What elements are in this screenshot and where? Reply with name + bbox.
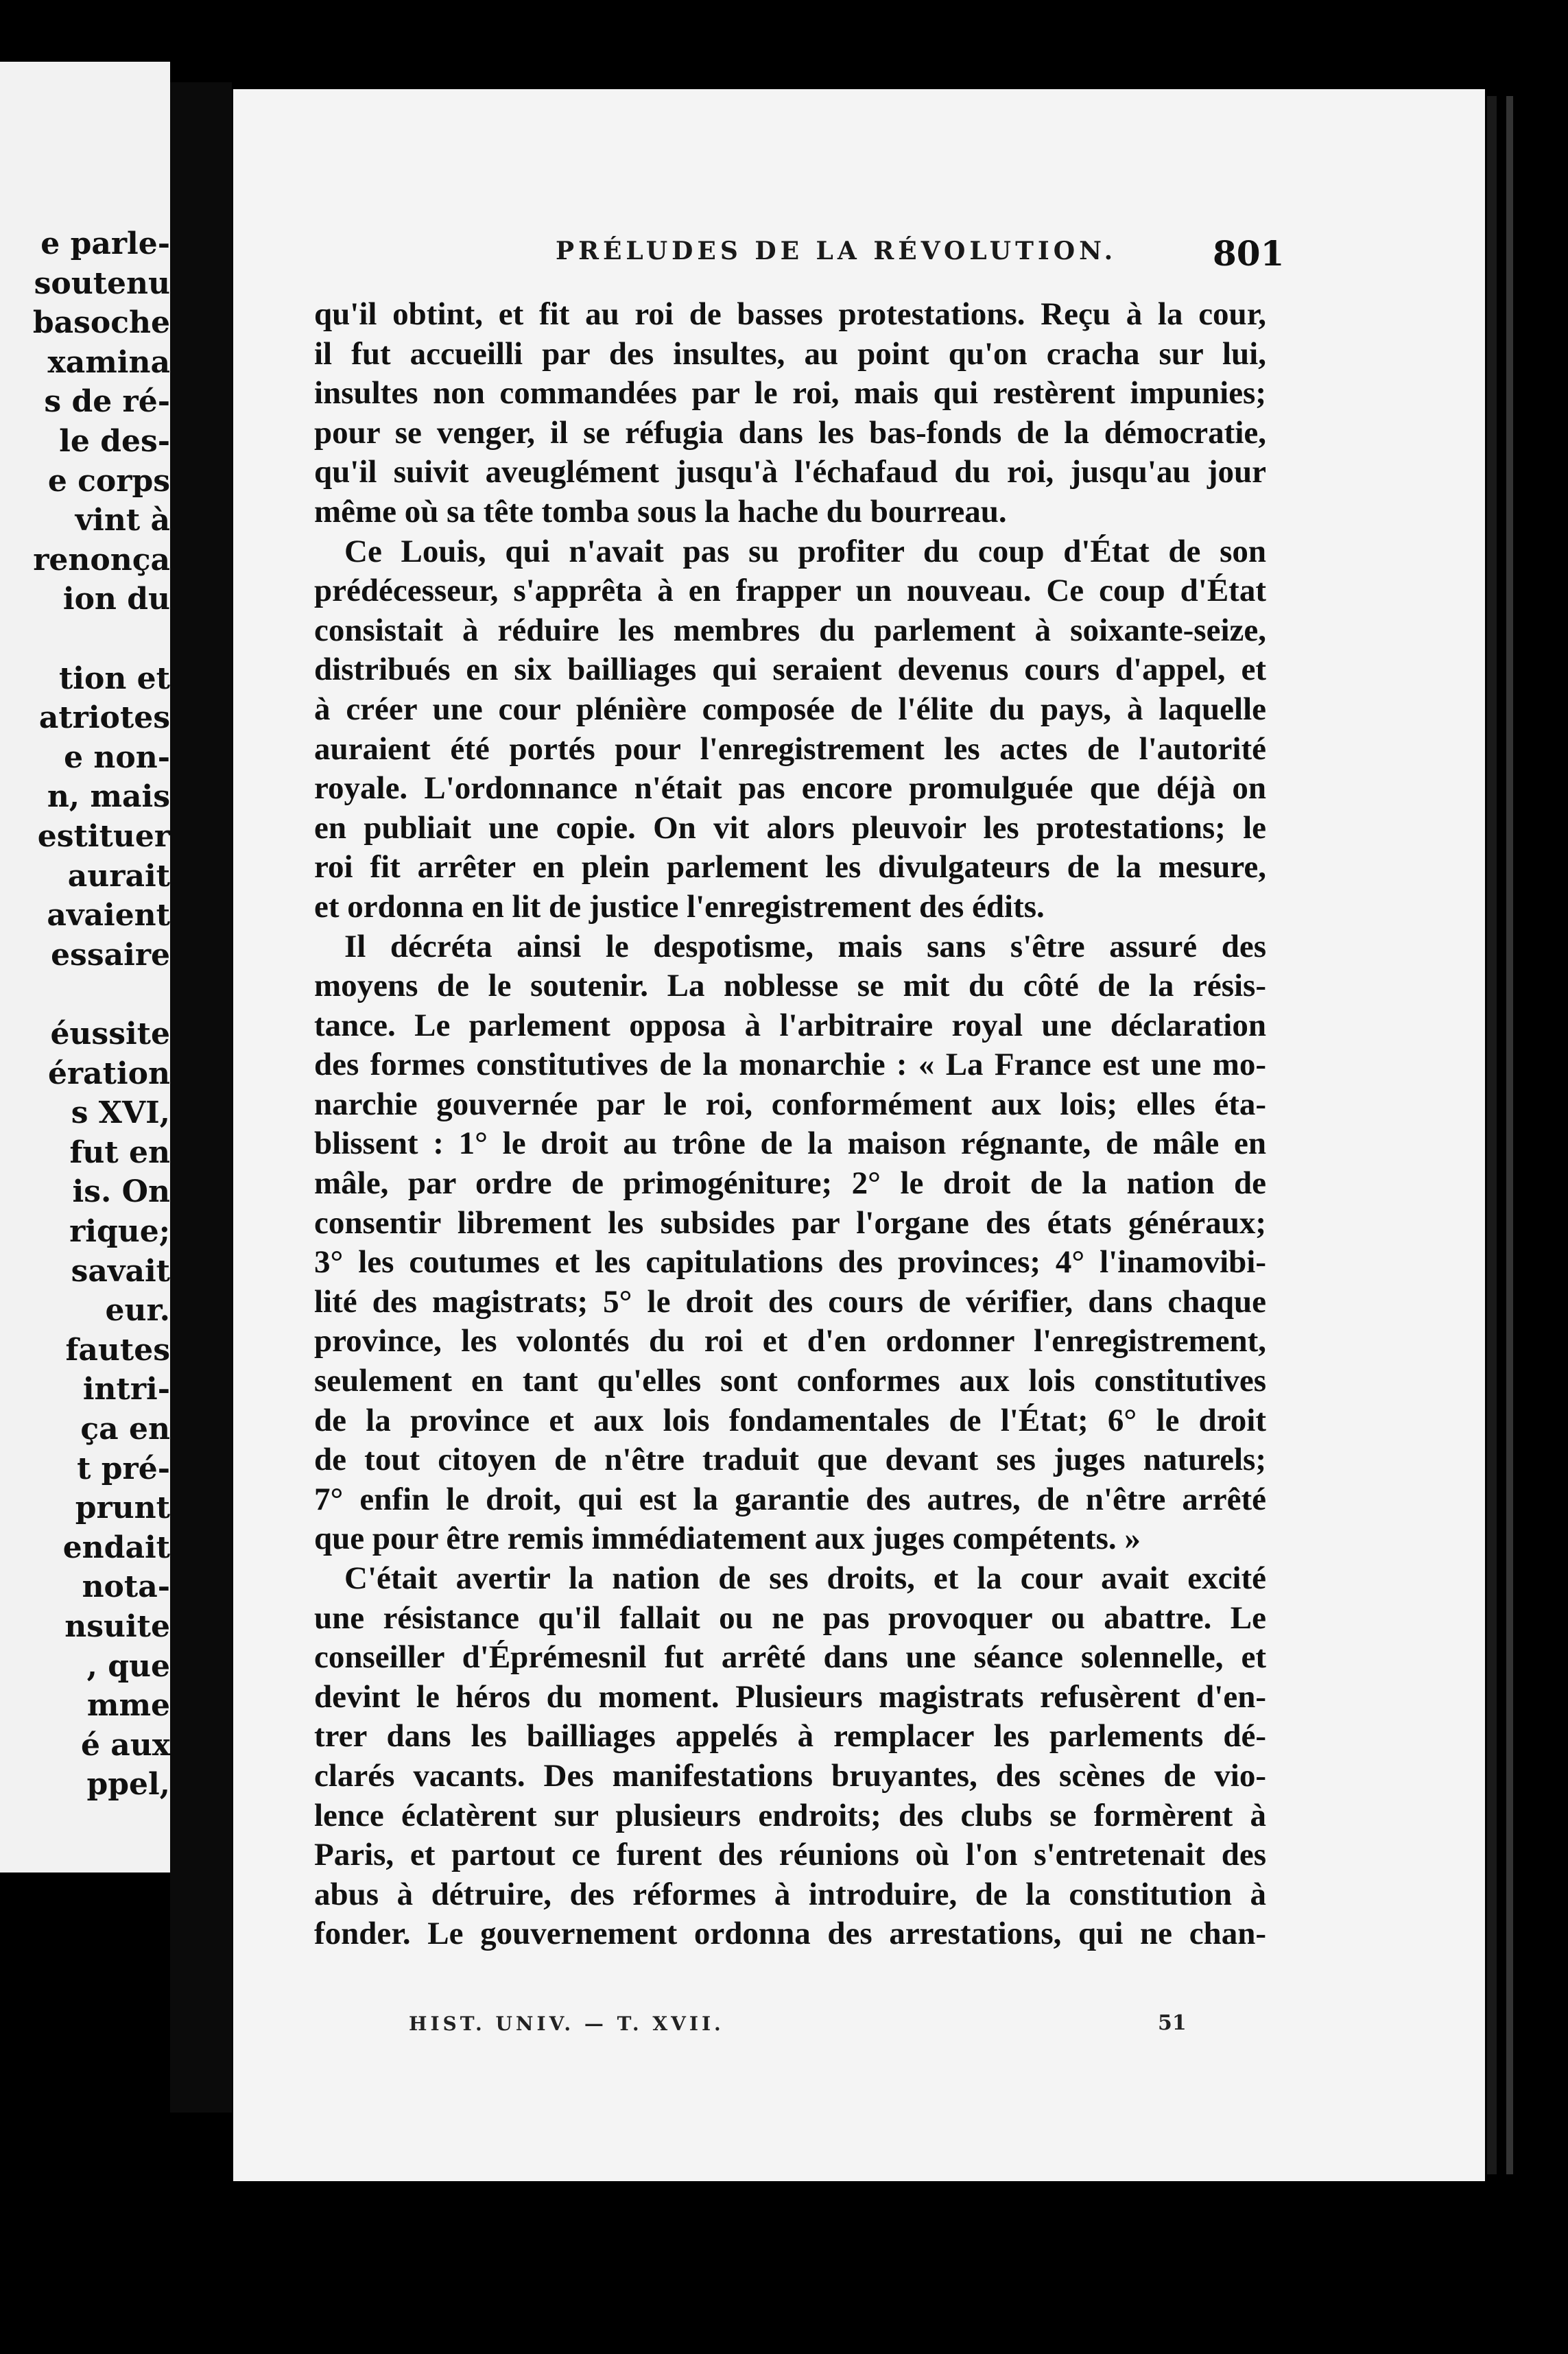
footer-signature: HIST. UNIV. — T. XVII. (409, 2012, 724, 2035)
left-page-line: t pré- (77, 1451, 170, 1486)
left-page-line: mme (86, 1688, 170, 1724)
text-line: que pour être remis immédiatement aux juges compétents. » (314, 1521, 1141, 1557)
text-line: 7° enfin le droit, qui est la garantie des autres, de n'être arrêté (314, 1481, 1266, 1517)
left-page-line: ça en (80, 1412, 170, 1447)
left-page-line: nsuite (64, 1609, 170, 1644)
left-page-line: xamina (47, 344, 170, 380)
text-line: lence éclatèrent sur plusieurs endroits; des clubs se formèrent à (314, 1797, 1266, 1833)
text-line: royale. L'ordonnance n'était pas encore promulguée que déjà on (314, 770, 1266, 807)
text-line: devint le héros du moment. Plusieurs magistrats refusèrent d'en- (314, 1678, 1266, 1715)
text-line: moyens de le soutenir. La noblesse se mit du côté de la résis- (314, 968, 1266, 1004)
page-edge (1487, 96, 1497, 2174)
text-line: province, les volontés du roi et d'en ordonner l'enregistrement, (314, 1323, 1266, 1359)
text-line: qu'il suivit aveuglément jusqu'à l'échafaud du roi, jusqu'au jour (314, 454, 1266, 490)
left-page-line: ppel, (86, 1767, 170, 1803)
text-line: même où sa tête tomba sous la hache du bourreau. (314, 493, 1007, 530)
left-page-line: ération (47, 1056, 170, 1091)
left-page-line: tion et (58, 661, 170, 696)
text-line: narchie gouvernée par le roi, conformément aux lois; elles éta- (314, 1086, 1266, 1122)
text-line: tance. Le parlement opposa à l'arbitraire royal une déclaration (314, 1007, 1266, 1043)
text-line: trer dans les bailliages appelés à remplacer les parlements dé- (314, 1718, 1266, 1755)
text-line: distribués en six bailliages qui seraient devenus cours d'appel, et (314, 652, 1266, 688)
left-page-line: is. On (72, 1174, 170, 1210)
text-line: prédécesseur, s'apprêta à en frapper un nouveau. Ce coup d'État (314, 573, 1266, 609)
text-line: des formes constitutives de la monarchie : « La France est une mo- (314, 1047, 1266, 1083)
left-page-line: estituer (37, 819, 170, 854)
left-page-line: fut en (69, 1134, 170, 1170)
text-line: consentir librement les subsides par l'organe des états généraux; (314, 1204, 1266, 1241)
left-page-line: endait (62, 1530, 170, 1565)
text-line: seulement en tant qu'elles sont conformes aux lois constitutives (314, 1363, 1266, 1399)
text-line: conseiller d'Éprémesnil fut arrêté dans une séance solennelle, et (314, 1639, 1266, 1676)
text-line: de tout citoyen de n'être traduit que devant ses juges naturels; (314, 1442, 1266, 1478)
left-page-line: vint à (75, 503, 170, 538)
left-page-line: s XVI, (71, 1095, 170, 1131)
left-page-line: e corps (47, 463, 170, 499)
text-line: Paris, et partout ce furent des réunions où l'on s'entretenait des (314, 1837, 1266, 1873)
left-page-line: eur. (105, 1293, 170, 1329)
left-page-line: nota- (82, 1569, 170, 1605)
left-page-line: prunt (75, 1490, 170, 1526)
body-text (314, 295, 1266, 1954)
text-line: Ce Louis, qui n'avait pas su profiter du coup d'État de son (344, 533, 1266, 569)
running-head: PRÉLUDES DE LA RÉVOLUTION. (556, 237, 1117, 265)
left-page-line: avaient (47, 898, 170, 934)
text-line: en publiait une copie. On vit alors pleuvoir les protestations; le (314, 809, 1266, 846)
left-page-line: é aux (80, 1727, 170, 1763)
left-page-line: renonça (33, 542, 170, 578)
left-page-line: , que (86, 1648, 170, 1684)
text-line: de la province et aux lois fondamentales de l'État; 6° le droit (314, 1402, 1266, 1438)
text-line: une résistance qu'il fallait ou ne pas provoquer ou abattre. Le (314, 1600, 1266, 1636)
footer-number: 51 (1158, 2011, 1187, 2035)
text-line: roi fit arrêter en plein parlement les divulgateurs de la mesure, (314, 849, 1266, 885)
page-edge (1506, 96, 1513, 2174)
left-page-line: aurait (67, 858, 170, 894)
text-line: mâle, par ordre de primogéniture; 2° le droit de la nation de (314, 1165, 1266, 1202)
left-page-line: atriotes (38, 700, 170, 736)
left-page-line: le des- (59, 424, 170, 459)
text-line: il fut accueilli par des insultes, au point qu'on cracha sur lui, (314, 335, 1266, 372)
book-gutter (170, 82, 232, 2113)
left-facing-page (0, 62, 170, 1872)
text-line: insultes non commandées par le roi, mais qui restèrent impunies; (314, 375, 1266, 412)
text-line: blissent : 1° le droit au trône de la maison régnante, de mâle en (314, 1126, 1266, 1162)
left-page-line: basoche (32, 305, 170, 341)
text-line: et ordonna en lit de justice l'enregistrement des édits. (314, 888, 1045, 925)
left-page-line: éussite (50, 1016, 170, 1051)
text-line: abus à détruire, des réformes à introduire, de la constitution à (314, 1876, 1266, 1912)
text-line: lité des magistrats; 5° le droit des cours de vérifier, dans chaque (314, 1283, 1266, 1320)
text-line: 3° les coutumes et les capitulations des provinces; 4° l'inamovibi- (314, 1244, 1266, 1281)
text-line: C'était avertir la nation de ses droits, et la cour avait excité (344, 1560, 1266, 1596)
page-number: 801 (1213, 233, 1285, 274)
left-page-line: s de ré- (44, 384, 170, 420)
left-page-line: soutenu (34, 265, 170, 301)
left-page-line: savait (71, 1253, 170, 1289)
text-line: pour se venger, il se réfugia dans les bas-fonds de la démocratie, (314, 414, 1266, 451)
left-page-line: fautes (65, 1332, 170, 1368)
left-page-line: essaire (51, 937, 170, 973)
text-line: auraient été portés pour l'enregistrement les actes de l'autorité (314, 730, 1266, 767)
left-page-line: ion du (62, 582, 170, 617)
text-line: à créer une cour plénière composée de l'élite du pays, à laquelle (314, 691, 1266, 727)
text-line: consistait à réduire les membres du parlement à soixante-seize, (314, 612, 1266, 648)
text-line: clarés vacants. Des manifestations bruyantes, des scènes de vio- (314, 1757, 1266, 1794)
text-line: fonder. Le gouvernement ordonna des arrestations, qui ne chan- (314, 1916, 1266, 1952)
left-page-line: rique; (69, 1214, 170, 1249)
text-line: qu'il obtint, et fit au roi de basses protestations. Reçu à la cour, (314, 296, 1266, 332)
left-page-line: intri- (82, 1372, 170, 1407)
left-page-line: n, mais (47, 779, 170, 815)
left-page-line: e non- (64, 739, 170, 775)
text-line: Il décréta ainsi le despotisme, mais sans s'être assuré des (344, 928, 1266, 964)
left-page-line: e parle- (40, 226, 170, 261)
